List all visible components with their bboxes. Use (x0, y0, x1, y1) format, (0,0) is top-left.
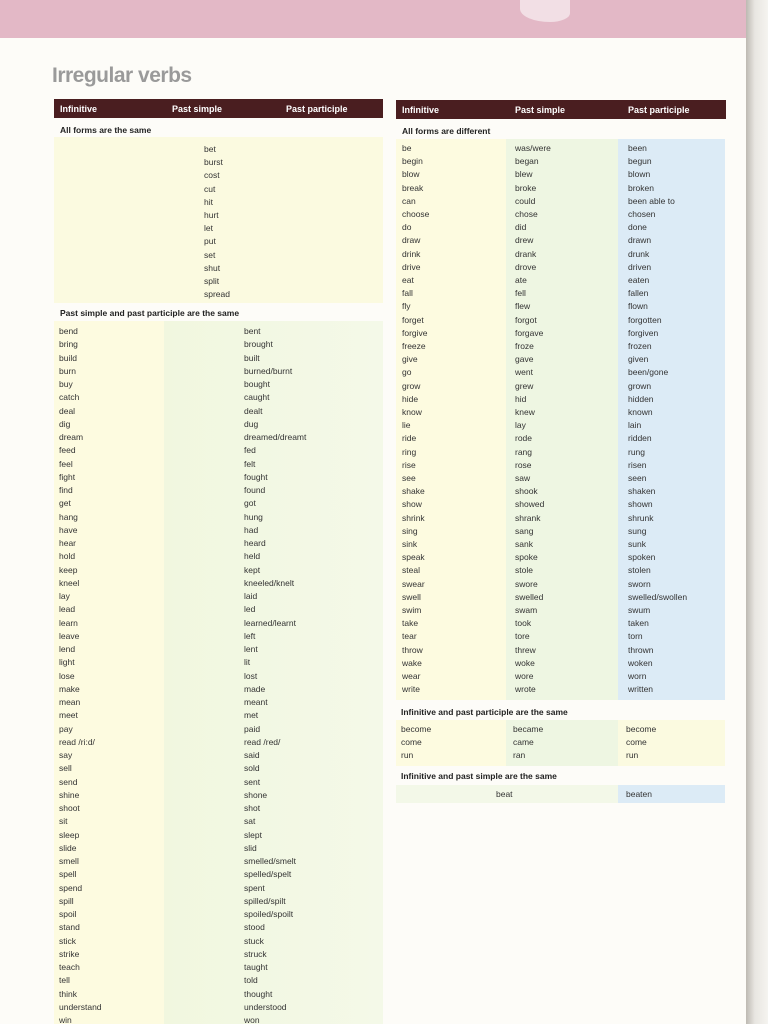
ps-pp-infinitive: sell (59, 763, 72, 774)
diff-past-simple: wrote (515, 684, 536, 695)
all-same-verb: cost (204, 170, 220, 181)
ps-pp-infinitive: lose (59, 670, 75, 681)
diff-past-simple: gave (515, 354, 534, 365)
diff-past-participle: worn (628, 671, 647, 681)
diff-infinitive: be (402, 143, 412, 153)
diff-infinitive: steal (402, 565, 420, 576)
diff-past-simple: swore (515, 578, 538, 589)
diff-past-simple: began (515, 156, 539, 167)
ps-pp-infinitive: sleep (59, 829, 80, 840)
diff-past-participle: eaten (628, 275, 650, 285)
ps-pp-infinitive: smell (59, 856, 79, 866)
ps-pp-past-form: meant (244, 697, 268, 707)
inf-pp-past-simple: ran (513, 750, 526, 761)
all-same-verb: cut (204, 183, 216, 194)
diff-infinitive: fall (402, 288, 413, 299)
diff-past-participle: flown (628, 301, 648, 312)
ps-pp-infinitive: strike (59, 948, 80, 959)
diff-past-participle: sunk (628, 539, 646, 549)
ps-pp-past-form: told (244, 975, 258, 986)
diff-infinitive: drive (402, 261, 421, 272)
ps-pp-infinitive: stand (59, 922, 80, 933)
all-same-verb: split (204, 276, 220, 286)
diff-past-simple: ate (515, 275, 527, 285)
section-inf-ps-same: Infinitive and past simple are the same (401, 771, 557, 781)
ps-pp-infinitive: teach (59, 962, 80, 972)
ps-pp-infinitive: feed (59, 445, 76, 456)
diff-infinitive: shake (402, 486, 425, 497)
diff-past-participle: rung (628, 446, 646, 457)
diff-past-participle: thrown (628, 644, 654, 655)
diff-past-simple: shrank (515, 512, 541, 523)
section-ps-pp-same: Past simple and past participle are the same (60, 308, 240, 318)
diff-past-participle: forgotten (628, 314, 662, 325)
inf-pp-past-participle: run (626, 750, 639, 761)
diff-past-participle: grown (628, 380, 652, 391)
ps-pp-past-form: dealt (244, 405, 263, 416)
ps-pp-past-form: spilled/spilt (244, 895, 286, 906)
ps-pp-past-form: spelled/spelt (244, 869, 292, 880)
ps-pp-infinitive: sit (59, 816, 68, 827)
ps-pp-infinitive: catch (59, 392, 80, 403)
ps-pp-past-form: led (244, 604, 256, 615)
diff-past-simple: woke (515, 657, 535, 668)
ps-pp-past-form: heard (244, 538, 266, 548)
ps-pp-infinitive: lead (59, 604, 76, 615)
diff-past-simple: knew (515, 407, 535, 417)
diff-past-simple: rang (515, 446, 533, 457)
ps-pp-infinitive: send (59, 776, 78, 787)
diff-past-participle: taken (628, 618, 649, 629)
diff-past-simple: wore (515, 671, 534, 681)
diff-infinitive: draw (402, 235, 421, 246)
ps-pp-infinitive: keep (59, 564, 78, 575)
diff-past-participle: broken (628, 182, 654, 193)
ps-pp-infinitive: lend (59, 644, 76, 654)
diff-past-participle: lain (628, 420, 642, 431)
all-same-verb: spread (204, 289, 230, 300)
ps-pp-past-form: had (244, 524, 259, 535)
ps-pp-infinitive: find (59, 485, 73, 495)
diff-past-participle: known (628, 407, 653, 417)
ps-pp-infinitive: learn (59, 617, 78, 628)
ps-pp-past-form: slid (244, 842, 257, 853)
diff-infinitive: give (402, 354, 418, 365)
diff-past-simple: showed (515, 499, 545, 510)
all-same-verb: hit (204, 196, 213, 207)
ps-pp-past-form: read /red/ (244, 736, 281, 747)
diff-past-participle: woken (628, 657, 653, 668)
right-header-infinitive: Infinitive (402, 105, 440, 115)
section-inf-pp-same: Infinitive and past participle are the same (401, 707, 568, 717)
ps-pp-past-form: left (244, 630, 256, 641)
ps-pp-infinitive: read /ri:d/ (59, 736, 95, 747)
diff-infinitive: wear (402, 671, 421, 681)
diff-past-participle: been able to (628, 195, 675, 206)
diff-infinitive: blow (402, 169, 420, 180)
diff-past-participle: given (628, 354, 649, 365)
diff-infinitive: go (402, 367, 412, 378)
diff-infinitive: lie (402, 420, 411, 431)
ps-pp-past-form: smelled/smelt (244, 856, 296, 866)
ps-pp-past-form: dug (244, 418, 259, 429)
diff-past-participle: sung (628, 525, 647, 536)
diff-past-simple: drove (515, 261, 537, 272)
ps-pp-past-form: fed (244, 445, 256, 456)
diff-infinitive: eat (402, 275, 414, 285)
diff-infinitive: show (402, 499, 422, 510)
ps-pp-infinitive: have (59, 524, 78, 535)
diff-past-simple: rose (515, 459, 532, 470)
diff-past-participle: done (628, 222, 647, 233)
diff-past-simple: sank (515, 539, 533, 549)
ps-pp-past-form: dreamed/dreamt (244, 432, 307, 442)
diff-infinitive: see (402, 473, 416, 483)
ps-pp-infinitive: fight (59, 471, 76, 482)
ps-pp-infinitive: light (59, 657, 75, 668)
ps-pp-past-form: stuck (244, 935, 264, 946)
ps-pp-past-form: shot (244, 803, 261, 813)
diff-past-participle: drawn (628, 235, 652, 246)
ps-pp-infinitive: deal (59, 405, 76, 416)
ps-pp-past-form: laid (244, 591, 258, 601)
ps-pp-past-form: shone (244, 789, 268, 800)
ps-pp-infinitive: burn (59, 365, 77, 376)
diff-past-simple: broke (515, 182, 537, 193)
diff-infinitive: grow (402, 380, 421, 391)
diff-past-participle: hidden (628, 393, 654, 404)
inf-pp-infinitive: become (401, 724, 432, 734)
diff-past-participle: written (628, 684, 654, 695)
ps-pp-past-form: felt (244, 458, 256, 469)
diff-past-simple: drew (515, 235, 534, 246)
ps-pp-infinitive: lay (59, 591, 70, 601)
ps-pp-past-form: learned/learnt (244, 617, 296, 628)
ps-pp-past-form: sat (244, 816, 256, 827)
ps-pp-past-form: bent (244, 326, 261, 336)
diff-infinitive: tear (402, 631, 417, 642)
diff-past-participle: stolen (628, 565, 651, 576)
inf-ps-shared-form: beat (496, 789, 513, 799)
ps-pp-past-form: fought (244, 471, 268, 482)
ps-pp-past-form: burned/burnt (244, 365, 293, 376)
ps-pp-past-form: brought (244, 339, 273, 350)
diff-past-participle: seen (628, 473, 647, 483)
all-same-verb: put (204, 236, 216, 247)
diff-past-participle: frozen (628, 341, 652, 351)
diff-infinitive: do (402, 222, 412, 233)
diff-past-participle: shown (628, 499, 653, 510)
ps-pp-past-form: spoiled/spoilt (244, 909, 294, 919)
ps-pp-infinitive: think (59, 988, 77, 999)
ps-pp-past-form: understood (244, 1001, 287, 1012)
diff-past-simple: swelled (515, 591, 544, 602)
diff-infinitive: fly (402, 301, 411, 312)
diff-past-participle: sworn (628, 578, 651, 589)
diff-infinitive: wake (402, 657, 422, 668)
diff-past-participle: chosen (628, 209, 656, 219)
diff-infinitive: take (402, 618, 419, 629)
inf-ps-past-participle: beaten (626, 789, 652, 799)
diff-past-simple: blew (515, 169, 533, 180)
ps-pp-infinitive: bring (59, 339, 78, 350)
diff-past-simple: sang (515, 525, 534, 536)
diff-infinitive: can (402, 195, 416, 206)
diff-past-simple: flew (515, 301, 531, 312)
diff-past-simple: did (515, 222, 527, 233)
right-header-past-participle: Past participle (628, 105, 690, 115)
left-header-past-simple: Past simple (172, 104, 223, 114)
diff-infinitive: rise (402, 459, 416, 470)
ps-pp-past-form: caught (244, 392, 270, 403)
diff-infinitive: choose (402, 209, 430, 219)
diff-past-simple: threw (515, 644, 536, 655)
diff-past-participle: swum (628, 605, 651, 615)
diff-past-simple: grew (515, 380, 534, 391)
right-header-past-simple: Past simple (515, 105, 566, 115)
ps-pp-infinitive: win (59, 1015, 72, 1024)
diff-past-participle: ridden (628, 433, 652, 444)
diff-past-participle: swelled/swollen (628, 591, 688, 602)
all-same-verb: bet (204, 144, 216, 154)
diff-infinitive: sink (402, 539, 418, 549)
ps-pp-past-form: found (244, 485, 266, 495)
diff-past-participle: spoken (628, 552, 656, 563)
diff-infinitive: forgive (402, 327, 428, 338)
diff-past-simple: froze (515, 341, 534, 351)
all-same-verb: hurt (204, 210, 219, 220)
diff-past-participle: torn (628, 631, 643, 642)
diff-infinitive: swell (402, 591, 421, 602)
page-edge (746, 0, 768, 1024)
diff-infinitive: hide (402, 393, 419, 404)
ps-pp-infinitive: make (59, 683, 80, 694)
left-header-infinitive: Infinitive (60, 104, 98, 114)
diff-past-simple: shook (515, 486, 538, 497)
ps-pp-infinitive: bend (59, 326, 78, 336)
ps-pp-infinitive: build (59, 352, 77, 363)
diff-infinitive: swim (402, 605, 422, 615)
ps-pp-past-form: got (244, 498, 256, 509)
ps-pp-infinitive: shoot (59, 803, 80, 813)
all-same-verb: burst (204, 157, 223, 168)
diff-past-participle: shrunk (628, 512, 654, 523)
ps-pp-past-form: lost (244, 670, 258, 681)
ps-pp-past-form: lit (244, 657, 251, 668)
ps-pp-infinitive: shine (59, 789, 80, 800)
ps-pp-infinitive: spill (59, 895, 74, 906)
diff-past-simple: forgot (515, 314, 537, 325)
diff-past-participle: been (628, 143, 647, 153)
diff-past-participle: begun (628, 156, 652, 167)
ps-pp-infinitive: get (59, 498, 71, 509)
diff-past-simple: tore (515, 631, 530, 642)
diff-past-simple: rode (515, 433, 533, 444)
diff-past-simple: fell (515, 288, 526, 299)
ps-pp-past-form: held (244, 551, 261, 562)
ps-pp-infinitive: meet (59, 710, 78, 721)
ps-pp-past-form: kept (244, 564, 261, 575)
ps-pp-past-form: sold (244, 763, 260, 774)
ps-pp-infinitive: say (59, 750, 73, 760)
ps-pp-past-form: bought (244, 379, 270, 389)
right-table-header (396, 100, 726, 119)
ps-pp-past-form: stood (244, 922, 265, 933)
ps-pp-infinitive: hold (59, 551, 76, 562)
diff-infinitive: sing (402, 525, 418, 536)
diff-past-participle: drunk (628, 248, 650, 259)
diff-past-simple: saw (515, 473, 531, 483)
ps-pp-past-form: said (244, 750, 260, 760)
diff-past-simple: chose (515, 209, 538, 219)
all-same-verb: shut (204, 262, 221, 273)
diff-infinitive: ride (402, 433, 417, 444)
diff-infinitive: drink (402, 248, 421, 259)
ps-pp-infinitive: hang (59, 511, 78, 522)
diff-past-simple: spoke (515, 552, 538, 563)
ps-pp-infinitive: spoil (59, 909, 77, 919)
ps-pp-past-form: paid (244, 723, 261, 734)
inf-pp-past-participle: come (626, 737, 647, 748)
diff-infinitive: break (402, 182, 424, 193)
diff-infinitive: write (402, 684, 420, 695)
diff-infinitive: swear (402, 578, 425, 589)
ps-pp-infinitive: spend (59, 882, 83, 893)
diff-infinitive: shrink (402, 512, 425, 523)
ps-pp-past-form: thought (244, 988, 273, 999)
diff-infinitive: speak (402, 552, 425, 563)
diff-past-participle: risen (628, 459, 647, 470)
diff-past-simple: hid (515, 393, 527, 404)
ps-pp-infinitive: feel (59, 458, 73, 469)
ps-pp-past-form: won (244, 1015, 260, 1024)
ps-pp-past-form: taught (244, 962, 268, 972)
diff-infinitive: forget (402, 314, 424, 325)
left-table-header (54, 99, 383, 118)
diff-past-participle: forgiven (628, 327, 659, 338)
ps-pp-past-form: met (244, 710, 259, 721)
diff-infinitive: freeze (402, 341, 426, 351)
all-same-verb: let (204, 223, 213, 234)
left-header-past-participle: Past participle (286, 104, 348, 114)
diff-past-participle: blown (628, 169, 651, 180)
diff-infinitive: begin (402, 156, 423, 167)
ps-pp-past-form: lent (244, 644, 258, 654)
all-same-verb: set (204, 249, 216, 260)
ps-pp-infinitive: pay (59, 723, 73, 734)
diff-past-simple: could (515, 195, 536, 206)
ps-pp-past-form: hung (244, 511, 263, 522)
diff-infinitive: ring (402, 446, 417, 457)
ps-pp-past-form: made (244, 683, 266, 694)
ps-pp-infinitive: hear (59, 538, 77, 548)
ps-pp-past-form: built (244, 352, 260, 363)
inf-pp-past-simple: became (513, 724, 544, 734)
ps-pp-past-form: slept (244, 829, 262, 840)
ps-pp-past-form: kneeled/knelt (244, 577, 295, 588)
ps-pp-infinitive: dream (59, 432, 84, 442)
ps-pp-infinitive: understand (59, 1001, 102, 1012)
diff-past-simple: stole (515, 565, 533, 576)
diff-past-participle: fallen (628, 288, 649, 299)
ps-pp-infinitive: slide (59, 842, 77, 853)
ps-pp-infinitive: buy (59, 379, 73, 389)
diff-past-simple: swam (515, 605, 538, 615)
diff-past-participle: driven (628, 261, 652, 272)
diff-past-simple: drank (515, 248, 537, 259)
page-title: Irregular verbs (52, 64, 192, 87)
diff-past-participle: been/gone (628, 367, 669, 378)
ps-pp-infinitive: leave (59, 630, 80, 641)
diff-infinitive: know (402, 407, 422, 417)
ps-pp-past-form: struck (244, 948, 267, 959)
diff-past-simple: took (515, 618, 532, 629)
ps-pp-infinitive: tell (59, 975, 70, 986)
diff-infinitive: throw (402, 644, 423, 655)
ps-pp-past-form: spent (244, 882, 265, 893)
top-pink-band (0, 0, 746, 38)
inf-pp-infinitive: come (401, 737, 422, 748)
diff-past-simple: went (515, 367, 533, 378)
diff-past-simple: lay (515, 420, 526, 431)
ps-pp-infinitive: mean (59, 697, 81, 707)
ps-pp-infinitive: spell (59, 869, 77, 880)
inf-pp-past-simple: came (513, 737, 534, 748)
diff-past-simple: forgave (515, 327, 544, 338)
inf-pp-infinitive: run (401, 750, 414, 761)
ps-pp-infinitive: dig (59, 418, 71, 429)
ps-pp-infinitive: stick (59, 935, 76, 946)
ps-pp-infinitive: kneel (59, 577, 80, 588)
section-all-forms-same: All forms are the same (60, 125, 152, 135)
ps-pp-past-form: sent (244, 776, 261, 787)
section-all-forms-different: All forms are different (402, 126, 491, 136)
diff-past-participle: shaken (628, 486, 656, 497)
inf-pp-past-participle: become (626, 724, 657, 734)
diff-past-simple: was/were (515, 143, 551, 153)
